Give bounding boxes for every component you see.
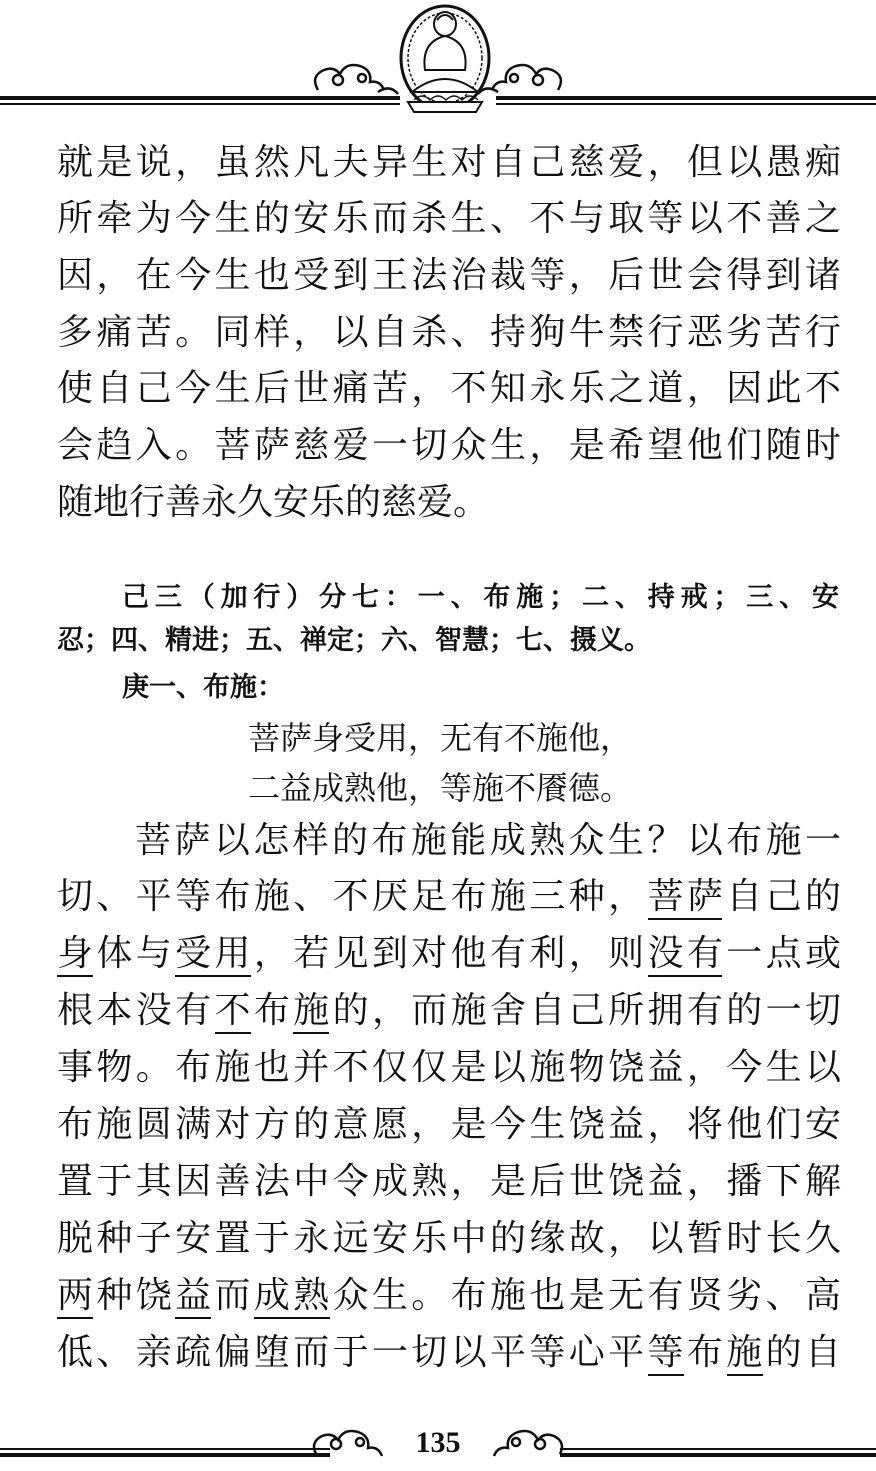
paragraph-line: 置于其因善法中令成熟，是后世饶益，播下解 [57,1161,841,1202]
paragraph-line: 就是说，虽然凡夫异生对自己慈爱，但以愚痴 [57,142,841,183]
page-number: 135 [415,1426,461,1459]
paragraph-line: 根本没有不布施的，而施舍自己所拥有的一切 [57,990,841,1031]
underline-mark [215,1032,251,1034]
paragraph-line: 会趋入。菩萨慈爱一切众生，是希望他们随时 [57,425,841,466]
underline-mark [727,1374,763,1376]
underline-mark [293,1032,329,1034]
underline-mark [254,1317,330,1319]
underline-mark [175,975,251,977]
header-rule-right [496,96,876,105]
buddha-medallion-icon [401,6,489,112]
paragraph-line: 身体与受用，若见到对他有利，则没有一点或 [57,933,841,974]
underline-mark [648,975,722,977]
paragraph-line: 脱种子安置于永远安乐中的缘故，以暂时长久 [57,1218,841,1259]
underline-mark [57,1317,93,1319]
paragraph-line: 因，在今生也受到王法治裁等，后世会得到诸 [57,255,841,296]
header-rule-left [0,96,400,105]
paragraph-line: 事物。布施也并不仅仅是以施物饶益，今生以 [57,1047,841,1088]
header-ornament [0,0,876,120]
outline-heading-continued: 忍；四、精进；五、禅定；六、智慧；七、摄义。 [57,625,651,656]
underline-mark [648,1374,684,1376]
verse-line: 二益成熟他，等施不餍德。 [248,769,633,807]
verse-line: 菩萨身受用，无有不施他， [248,719,633,757]
paragraph-line: 随地行善永久安乐的慈爱。 [57,482,490,523]
paragraph-line: 所牵为今生的安乐而杀生、不与取等以不善之 [57,198,841,239]
paragraph-line: 多痛苦。同样，以自杀、持狗牛禁行恶劣苦行 [57,312,841,353]
paragraph-line: 两种饶益而成熟众生。布施也是无有贤劣、高 [57,1275,841,1316]
paragraph-line: 布施圆满对方的意愿，是今生饶益，将他们安 [57,1104,841,1145]
underline-mark [648,918,722,920]
paragraph-line: 低、亲疏偏堕而于一切以平等心平等布施的自 [57,1332,841,1373]
outline-heading: 己三（加行）分七：一、布施；二、持戒；三、安 [122,582,839,613]
paragraph-line: 切、平等布施、不厌足布施三种，菩萨自己的 [57,876,841,917]
underline-mark [57,975,93,977]
paragraph-line: 使自己今生后世痛苦，不知永乐之道，因此不 [57,368,841,409]
cloud-scroll-right-icon [478,65,561,94]
paragraph-line: 菩萨以怎样的布施能成熟众生？以布施一 [135,820,841,861]
section-heading: 庚一、布施： [122,672,284,703]
cloud-scroll-left-icon [315,65,398,94]
underline-mark [175,1317,211,1319]
